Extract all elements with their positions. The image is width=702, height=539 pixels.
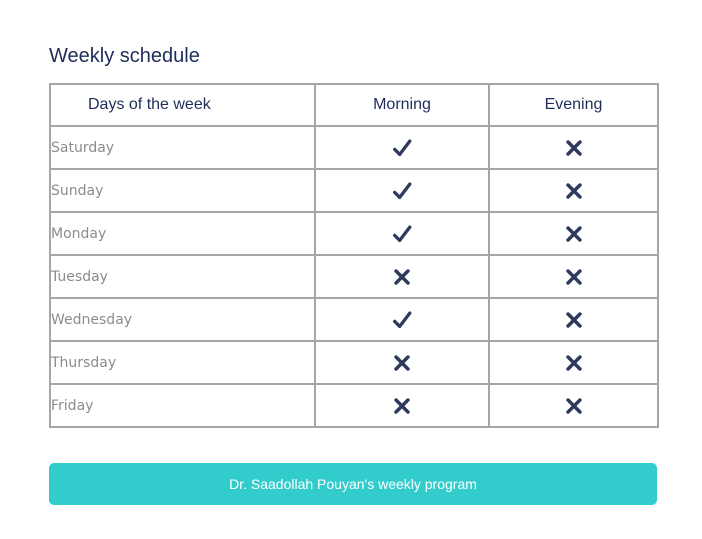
page-title: Weekly schedule: [49, 45, 200, 67]
cross-icon: [391, 266, 413, 288]
table-row: [50, 169, 658, 212]
day-label: Tuesday: [50, 255, 315, 298]
cross-icon: [563, 180, 585, 202]
cross-icon: [391, 395, 413, 417]
morning-cell: [315, 298, 489, 341]
header-morning: Morning: [315, 84, 489, 126]
evening-cell: [489, 126, 658, 169]
morning-cell: [315, 255, 489, 298]
header-days: Days of the week: [50, 84, 315, 126]
table-row: [50, 384, 658, 427]
evening-cell: [489, 384, 658, 427]
header-row: [50, 84, 658, 126]
day-label: Monday: [50, 212, 315, 255]
check-icon: [391, 309, 413, 331]
evening-cell: [489, 212, 658, 255]
table-row: [50, 341, 658, 384]
table-row: [50, 126, 658, 169]
cross-icon: [563, 352, 585, 374]
check-icon: [391, 180, 413, 202]
day-label: Thursday: [50, 341, 315, 384]
morning-cell: [315, 212, 489, 255]
evening-cell: [489, 255, 658, 298]
morning-cell: [315, 341, 489, 384]
table-row: [50, 255, 658, 298]
morning-cell: [315, 384, 489, 427]
check-icon: [391, 137, 413, 159]
day-label: Friday: [50, 384, 315, 427]
table-row: [50, 298, 658, 341]
day-label: Sunday: [50, 169, 315, 212]
evening-cell: [489, 169, 658, 212]
table-row: [50, 212, 658, 255]
cross-icon: [563, 266, 585, 288]
cross-icon: [563, 223, 585, 245]
weekly-program-button[interactable]: Dr. Saadollah Pouyan's weekly program: [49, 463, 657, 505]
morning-cell: [315, 169, 489, 212]
day-label: Wednesday: [50, 298, 315, 341]
header-evening: Evening: [489, 84, 658, 126]
cross-icon: [563, 395, 585, 417]
evening-cell: [489, 341, 658, 384]
check-icon: [391, 223, 413, 245]
morning-cell: [315, 126, 489, 169]
evening-cell: [489, 298, 658, 341]
day-label: Saturday: [50, 126, 315, 169]
cross-icon: [563, 309, 585, 331]
cross-icon: [563, 137, 585, 159]
cross-icon: [391, 352, 413, 374]
schedule-table: [49, 83, 659, 428]
